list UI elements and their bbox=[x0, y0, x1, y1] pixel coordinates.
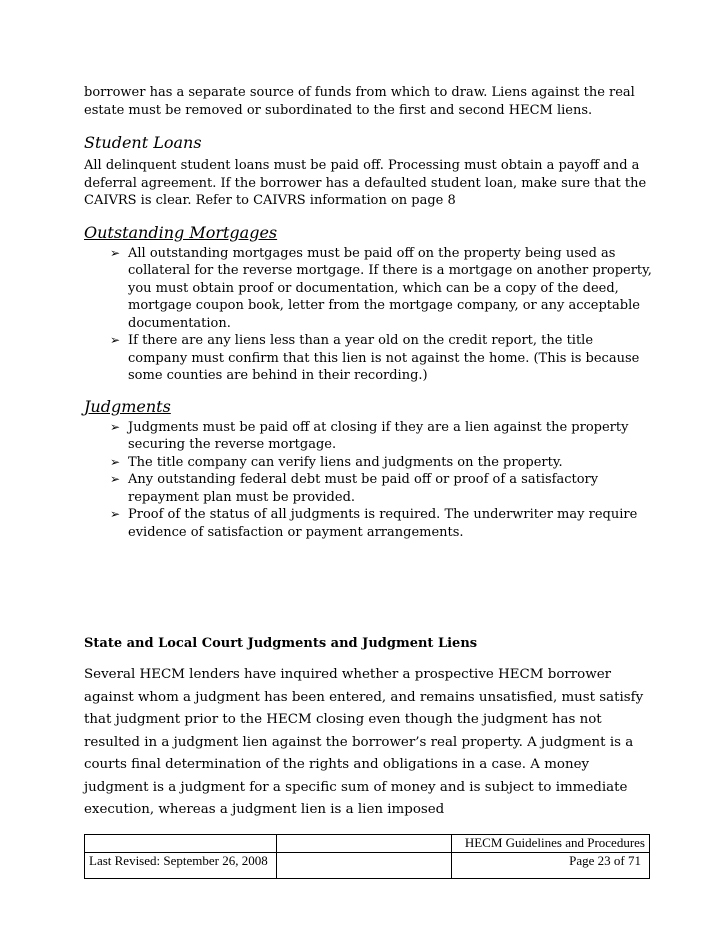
arrow-bullet-icon: ➢ bbox=[109, 333, 121, 347]
arrow-bullet-icon: ➢ bbox=[109, 507, 121, 521]
arrow-bullet-icon: ➢ bbox=[109, 454, 121, 469]
list-item: ➢ Proof of the status of all judgments is required. The underwriter may require evidence of satisfaction or payment arrangements. bbox=[109, 507, 638, 540]
arrow-bullet-icon: ➢ bbox=[109, 245, 121, 260]
arrow-bullet-icon: ➢ bbox=[109, 472, 121, 486]
arrow-bullet-icon: ➢ bbox=[109, 419, 121, 434]
court-judgments-heading: State and Local Court Judgments and Judgment Liens bbox=[84, 636, 478, 651]
list-item: ➢ All outstanding mortgages must be paid off on the property being used as collateral for the reverse mortgage. If there is a mortgage on another property, you must obtain proof or documentation, which can be a copy of the deed, mortgage coupon book, letter from the mortgage company, or any acceptable documentation. bbox=[109, 245, 652, 331]
judgments-bullet-list bbox=[84, 419, 652, 542]
list-item: ➢ Judgments must be paid off at closing if they are a lien against the property securing the reverse mortgage. bbox=[109, 419, 629, 452]
intro-paragraph: borrower has a separate source of funds from which to draw. Liens against the real estate must be removed or subordinated to the first and second HECM liens. bbox=[84, 85, 635, 118]
mortgages-bullet-list bbox=[84, 245, 652, 385]
list-item: ➢ The title company can verify liens and judgments on the property. bbox=[109, 454, 563, 470]
list-item: ➢ Any outstanding federal debt must be paid off or proof of a satisfactory repayment plan must be provided. bbox=[109, 472, 599, 505]
footer-last-revised: Last Revised: September 26, 2008 bbox=[85, 853, 277, 879]
footer-page-number: Page 23 of 71 bbox=[452, 853, 650, 879]
footer-doc-title: HECM Guidelines and Procedures bbox=[452, 835, 650, 853]
page-footer bbox=[84, 834, 650, 879]
outstanding-mortgages-heading: Outstanding Mortgages bbox=[84, 222, 278, 242]
judgments-heading: Judgments bbox=[84, 396, 171, 416]
student-loans-body: All delinquent student loans must be paid off. Processing must obtain a payoff and a deferral agreement. If the borrower has a defaulted student loan, make sure that the CAIVRS is clear. Refer to CAIVRS information on page 8 bbox=[84, 158, 647, 208]
court-judgments-body: Several HECM lenders have inquired whether a prospective HECM borrower against whom a judgment has been entered, and remains unsatisfied, must satisfy that judgment prior to the HECM closing even though the judgment has not resulted in a judgment lien against the borrower’s real property. A judgment is a courts final determination of the rights and obligations in a case. A money judgment is a judgment for a specific sum of money and is subject to immediate execution, whereas a judgment lien is a lien imposed bbox=[84, 667, 644, 817]
student-loans-heading: Student Loans bbox=[84, 133, 202, 152]
list-item: ➢ If there are any liens less than a year old on the credit report, the title company must confirm that this lien is not against the home. (This is because some counties are behind in their recording.) bbox=[109, 333, 640, 383]
document-page bbox=[84, 84, 652, 822]
